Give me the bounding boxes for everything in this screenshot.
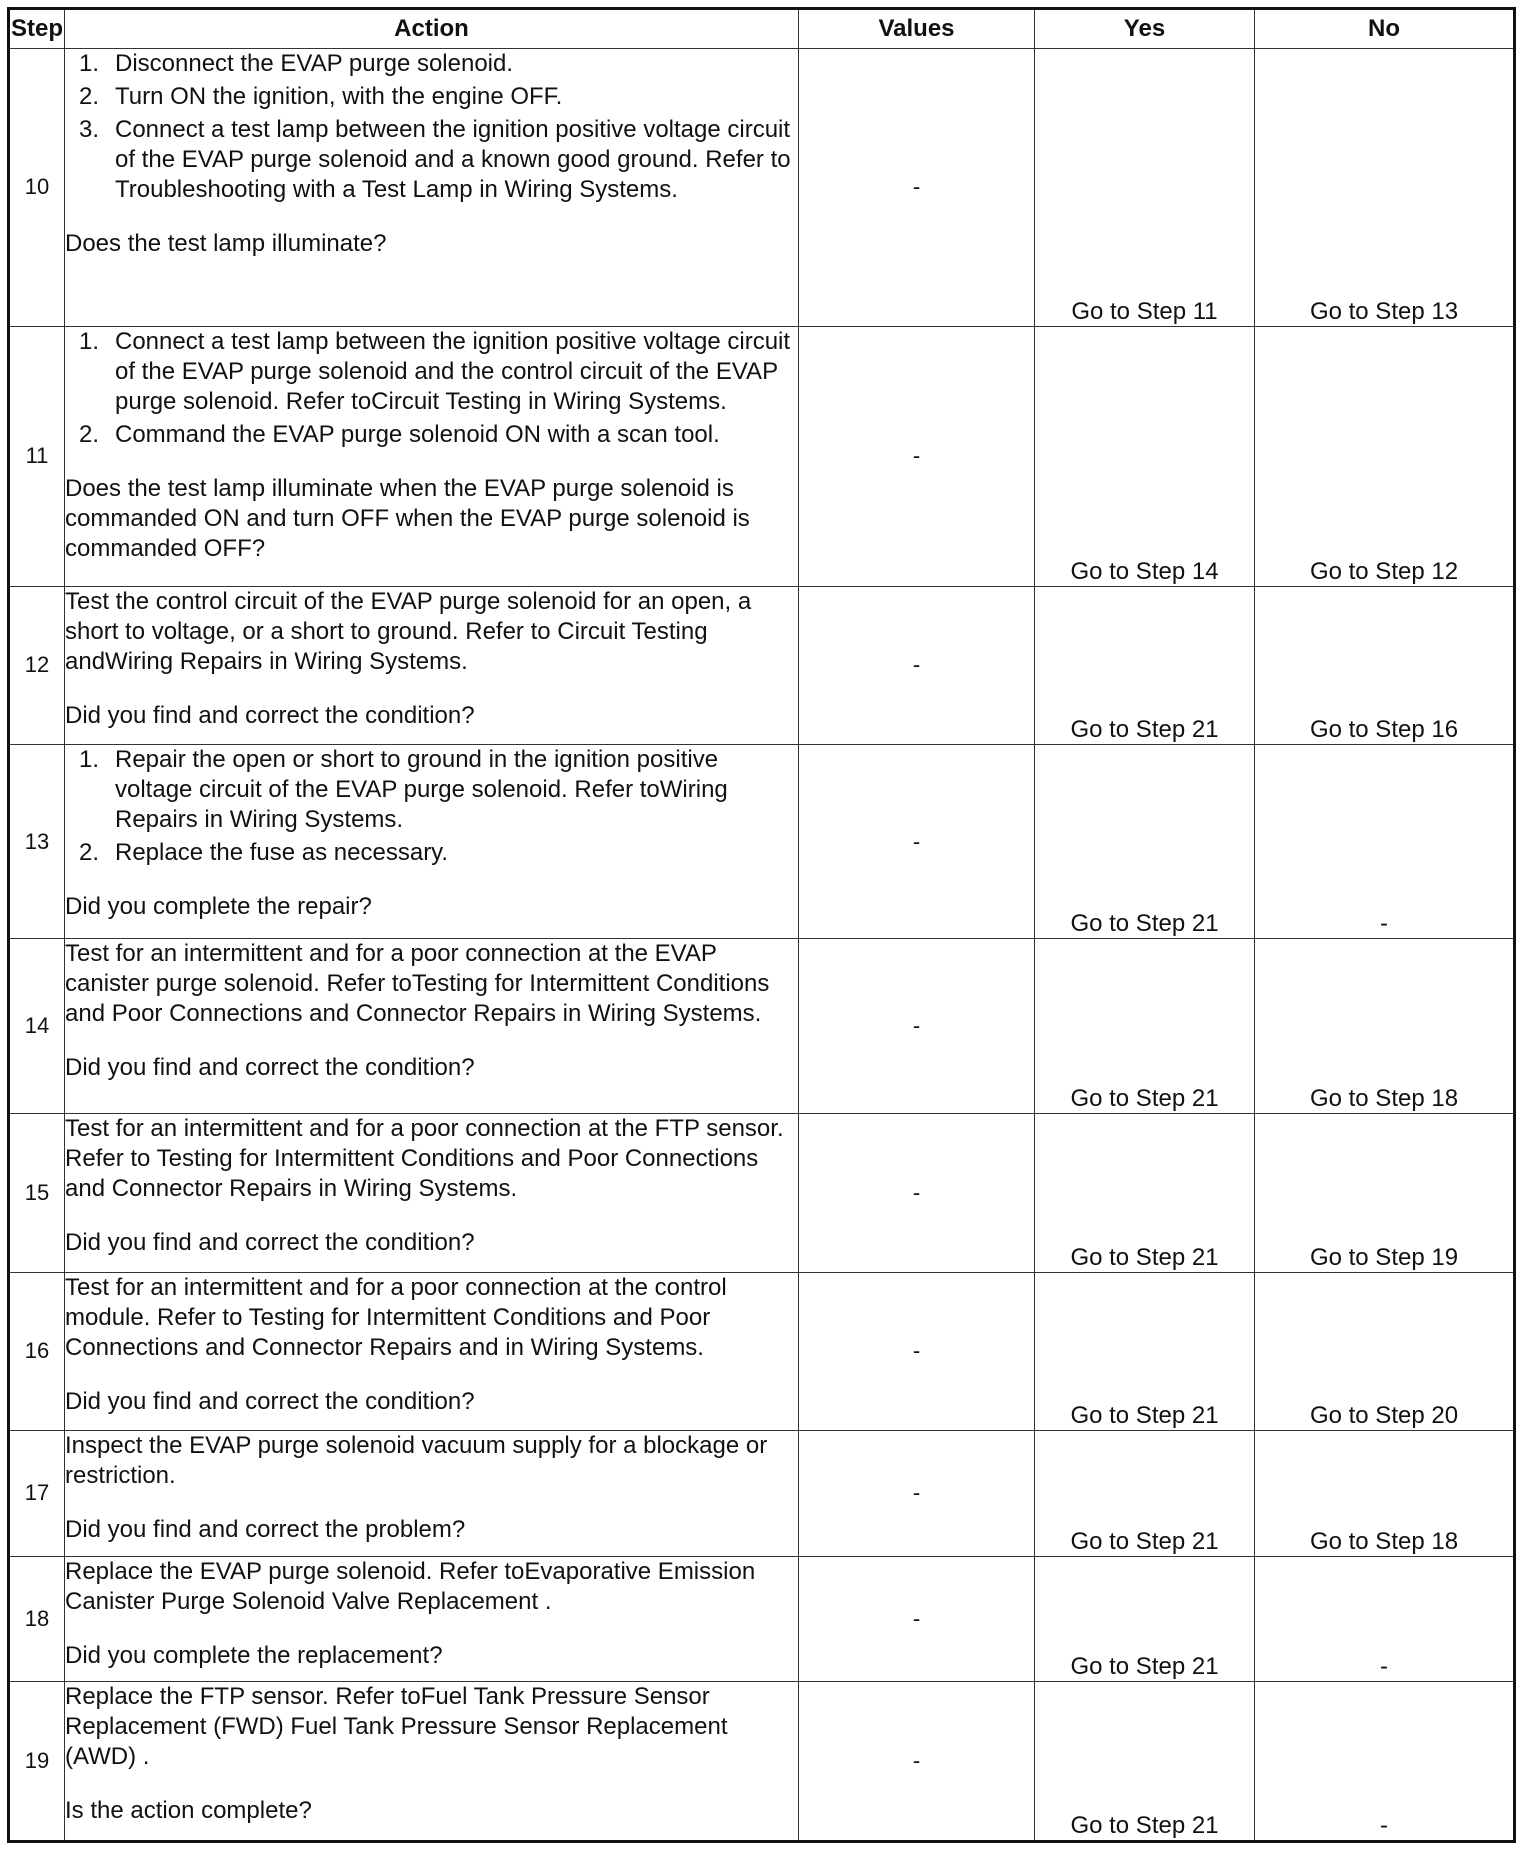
no-cell: - [1255, 744, 1515, 938]
action-cell [65, 939, 799, 1114]
action-cell [65, 1272, 799, 1430]
action-cell [65, 1556, 799, 1682]
action-step-text: Connect a test lamp between the ignition positive voltage circuit of the EVAP purge solenoid and a known good ground. Refer to Troubleshooting with a Test Lamp in Wiring Systems. [115, 116, 791, 203]
diagnostic-table-page [7, 7, 1513, 1843]
action-question: Did you find and correct the condition? [65, 701, 475, 729]
header-step: Step [9, 9, 65, 49]
action-question: Does the test lamp illuminate when the EVAP purge solenoid is commanded ON and turn OFF when the EVAP purge solenoid is commanded OFF? [65, 474, 750, 562]
table-row [9, 586, 1515, 744]
action-step [65, 420, 798, 450]
action-step-text: Connect a test lamp between the ignition positive voltage circuit of the EVAP purge solenoid and the control circuit of the EVAP purge solenoid. Refer toCircuit Testing in Wiring Systems. [115, 327, 791, 415]
table-row [9, 1556, 1515, 1682]
action-step [65, 327, 798, 417]
action-step [65, 49, 798, 79]
yes-cell: Go to Step 21 [1035, 586, 1255, 744]
action-step-text: Command the EVAP purge solenoid ON with a scan tool. [115, 420, 720, 448]
action-question: Is the action complete? [65, 1797, 312, 1825]
action-cell [65, 1682, 799, 1842]
action-text: Test for an intermittent and for a poor connection at the FTP sensor. Refer to Testing for Intermittent Conditions and Poor Connections and Connector Repairs in Wiring Systems. [65, 1115, 784, 1203]
no-cell: Go to Step 13 [1255, 49, 1515, 327]
yes-cell: Go to Step 14 [1035, 326, 1255, 586]
values-cell: - [799, 49, 1035, 327]
values-cell: - [799, 1556, 1035, 1682]
values-cell: - [799, 326, 1035, 586]
table-row [9, 939, 1515, 1114]
action-cell [65, 326, 799, 586]
step-number: 16 [9, 1272, 65, 1430]
action-text: Replace the FTP sensor. Refer toFuel Tank Pressure Sensor Replacement (FWD) Fuel Tank Pressure Sensor Replacement (AWD) . [65, 1683, 728, 1771]
yes-cell: Go to Step 21 [1035, 744, 1255, 938]
action-text: Test for an intermittent and for a poor connection at the EVAP canister purge solenoid. Refer toTesting for Intermittent Conditions and Poor Connections and Connector Repairs in Wiring Systems. [65, 940, 770, 1028]
no-cell: Go to Step 18 [1255, 1431, 1515, 1557]
no-cell: - [1255, 1682, 1515, 1842]
action-text: Replace the EVAP purge solenoid. Refer toEvaporative Emission Canister Purge Solenoid Valve Replacement . [65, 1557, 756, 1615]
step-number: 19 [9, 1682, 65, 1842]
action-question: Did you find and correct the condition? [65, 1054, 475, 1082]
no-cell: Go to Step 19 [1255, 1114, 1515, 1272]
action-step-number: 3. [79, 116, 100, 143]
action-step-text: Replace the fuse as necessary. [115, 838, 449, 866]
action-steps-list [65, 49, 798, 205]
action-text: Inspect the EVAP purge solenoid vacuum supply for a blockage or restriction. [65, 1432, 768, 1490]
no-cell: Go to Step 18 [1255, 939, 1515, 1114]
action-step-number: 1. [79, 327, 100, 355]
action-step [65, 115, 798, 205]
header-no: No [1255, 9, 1515, 49]
action-step-number: 2. [79, 83, 100, 110]
values-cell: - [799, 1682, 1035, 1842]
action-cell [65, 744, 799, 938]
action-question: Did you find and correct the condition? [65, 1387, 475, 1415]
action-cell [65, 1431, 799, 1557]
table-row [9, 1682, 1515, 1842]
action-cell [65, 49, 799, 327]
action-text: Test the control circuit of the EVAP purge solenoid for an open, a short to voltage, or a short to ground. Refer to Circuit Testing andWiring Repairs in Wiring Systems. [65, 587, 752, 675]
values-cell: - [799, 586, 1035, 744]
step-number: 15 [9, 1114, 65, 1272]
action-step-number: 1. [79, 50, 100, 77]
action-step-text: Disconnect the EVAP purge solenoid. [115, 50, 514, 77]
step-number: 18 [9, 1556, 65, 1682]
table-row [9, 326, 1515, 586]
action-step-number: 2. [79, 420, 100, 448]
table-row [9, 1272, 1515, 1430]
no-cell: Go to Step 20 [1255, 1272, 1515, 1430]
header-action: Action [65, 9, 799, 49]
yes-cell: Go to Step 21 [1035, 1682, 1255, 1842]
action-step-number: 1. [79, 745, 100, 773]
action-cell [65, 1114, 799, 1272]
action-step [65, 838, 798, 868]
values-cell: - [799, 1272, 1035, 1430]
step-number: 14 [9, 939, 65, 1114]
yes-cell: Go to Step 21 [1035, 1114, 1255, 1272]
table-header-row [9, 9, 1515, 49]
yes-cell: Go to Step 21 [1035, 1556, 1255, 1682]
no-cell: Go to Step 12 [1255, 326, 1515, 586]
table-row [9, 1114, 1515, 1272]
action-text: Test for an intermittent and for a poor connection at the control module. Refer to Testing for Intermittent Conditions and Poor Connections and Connector Repairs and in Wiring Systems. [65, 1273, 727, 1361]
diagnostic-table [7, 7, 1516, 1843]
header-values: Values [799, 9, 1035, 49]
action-question: Does the test lamp illuminate? [65, 230, 387, 257]
values-cell: - [799, 939, 1035, 1114]
values-cell: - [799, 1431, 1035, 1557]
action-question: Did you find and correct the problem? [65, 1516, 466, 1544]
action-step [65, 745, 798, 835]
yes-cell: Go to Step 11 [1035, 49, 1255, 327]
action-step [65, 82, 798, 112]
values-cell: - [799, 744, 1035, 938]
step-number: 17 [9, 1431, 65, 1557]
yes-cell: Go to Step 21 [1035, 1431, 1255, 1557]
action-step-number: 2. [79, 838, 100, 866]
step-number: 10 [9, 49, 65, 327]
action-question: Did you complete the replacement? [65, 1641, 443, 1669]
step-number: 11 [9, 326, 65, 586]
no-cell: Go to Step 16 [1255, 586, 1515, 744]
table-body [9, 49, 1515, 1842]
action-question: Did you find and correct the condition? [65, 1229, 475, 1257]
yes-cell: Go to Step 21 [1035, 1272, 1255, 1430]
table-row [9, 1431, 1515, 1557]
action-question: Did you complete the repair? [65, 892, 372, 920]
yes-cell: Go to Step 21 [1035, 939, 1255, 1114]
action-steps-list [65, 327, 798, 450]
header-yes: Yes [1035, 9, 1255, 49]
table-row [9, 49, 1515, 327]
values-cell: - [799, 1114, 1035, 1272]
action-cell [65, 586, 799, 744]
step-number: 12 [9, 586, 65, 744]
step-number: 13 [9, 744, 65, 938]
action-step-text: Repair the open or short to ground in the ignition positive voltage circuit of the EVAP purge solenoid. Refer toWiring Repairs in Wiring Systems. [115, 745, 728, 833]
action-steps-list [65, 745, 798, 868]
no-cell: - [1255, 1556, 1515, 1682]
action-step-text: Turn ON the ignition, with the engine OFF. [115, 83, 563, 110]
table-row [9, 744, 1515, 938]
